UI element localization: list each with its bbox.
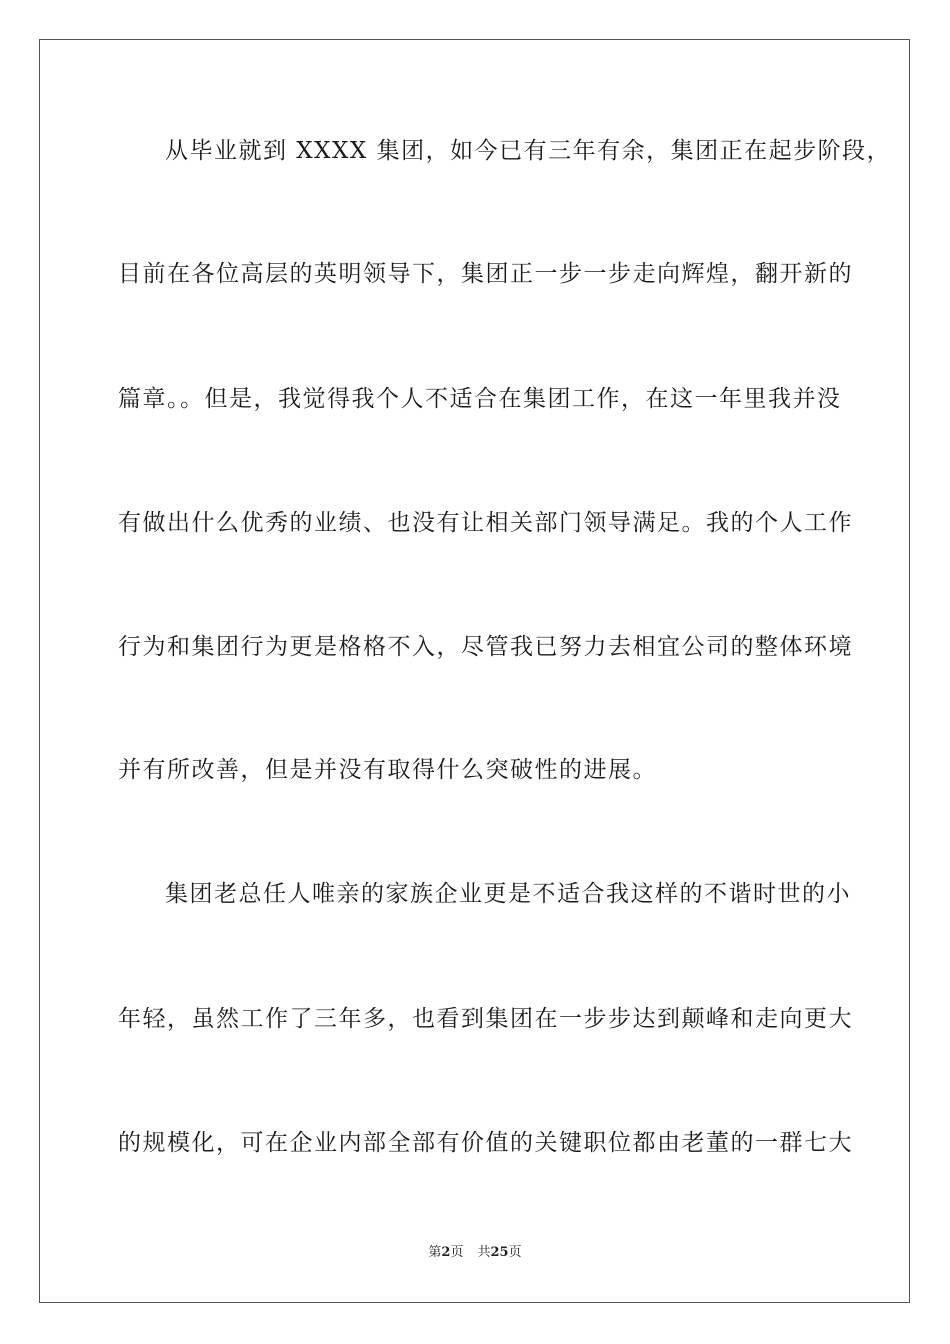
total-prefix: 共: [477, 1245, 491, 1260]
page-suffix: 页: [450, 1245, 464, 1260]
total-suffix: 页: [508, 1245, 522, 1260]
page-number: 2: [441, 1245, 451, 1260]
paragraph-1-line-1: 从毕业就到 XXXX 集团，如今已有三年有余，集团正在起步阶段，: [165, 138, 892, 164]
page-border: [39, 39, 910, 1303]
paragraph-1-line-4: 有做出什么优秀的业绩、也没有让相关部门领导满足。我的个人工作: [118, 510, 853, 536]
paragraph-1-line-5: 行为和集团行为更是格格不入，尽管我已努力去相宜公司的整体环境: [118, 634, 853, 660]
paragraph-2-line-1: 集团老总任人唯亲的家族企业更是不适合我这样的不谐时世的小: [165, 881, 851, 907]
paragraph-2-line-3: 的规模化，可在企业内部全部有价值的关键职位都由老董的一群七大: [118, 1130, 853, 1156]
paragraph-2-line-2: 年轻，虽然工作了三年多，也看到集团在一步步达到颠峰和走向更大: [118, 1006, 853, 1032]
paragraph-1-line-6: 并有所改善，但是并没有取得什么突破性的进展。: [118, 757, 657, 783]
paragraph-1-line-3: 篇章。。但是，我觉得我个人不适合在集团工作，在这一年里我并没: [118, 386, 842, 412]
paragraph-1-line-2: 目前在各位高层的英明领导下，集团正一步一步走向辉煌，翻开新的: [118, 261, 853, 287]
page-footer: [0, 1244, 950, 1262]
total-pages: 25: [490, 1245, 509, 1260]
page-prefix: 第: [428, 1245, 442, 1260]
